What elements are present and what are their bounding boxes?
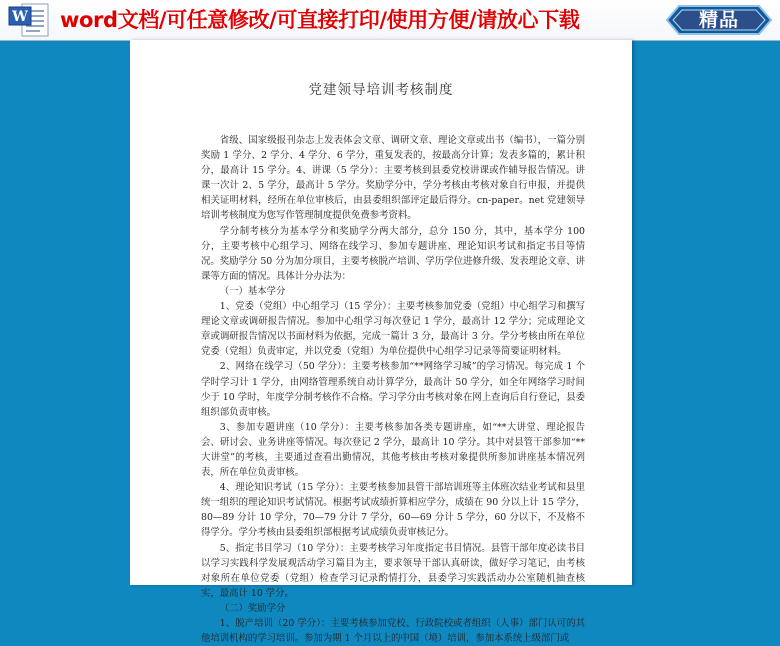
paragraph: 1、党委（党组）中心组学习（15 学分）：主要考核参加党委（党组）中心组学习和撰写理论文章或调研报告情况。参加中心组学习每次登记 1 学分，最高计 12 学分；完成理论文章或调研报告情况以书面材料为依据，完成一篇计 3 分，最高计 3 分。学分考核由所在单位党委（党组）负责审定，并以党委（党组）为单位提供中心组学习记录等简要证明材料。 — [201, 301, 585, 358]
document-page — [130, 40, 632, 645]
paragraph: 4、理论知识考试（15 学分）：主要考核参加县管干部培训班等主体班次结业考试和县里统一组织的理论知识考试情况。根据考试成绩折算相应学分，成绩在 90 分以上计 15 学分，80—89 分计 10 学分，70—79 分计 7 学分，60—69 分计 5 学分，60 分以下，不及格不得学分。学分考核由县委组织部根据考试成绩负责审核记分。 — [201, 482, 585, 539]
banner-headline: word文档/可任意修改/可直接打印/使用方便/请放心下载 — [60, 8, 580, 32]
document-title: 党建领导培训考核制度 — [308, 82, 454, 98]
paragraph: 省级、国家级报刊杂志上发表体会文章、调研文章、理论文章或出书（编书），一篇分别奖励 1 学分、2 学分、4 学分、6 学分，重复发表的，按最高分计算；发表多篇的，累计积分，最高计 15 学分。4、讲课（5 学分）：主要考核到县委党校讲课或作辅导报告情况。讲课一次计 2、5 学分，最高计 5 学分。奖励学分中，学分考核由考核对象自行申报，并提供相关证明材料，经所在单位审核后，由县委组织部评定最后得分。cn-paper。net 党建领导培训考核制度为您写作管理制度提供免费参考资料。 — [201, 135, 585, 222]
download-banner — [0, 0, 780, 41]
paragraph: 学分制考核分为基本学分和奖励学分两大部分，总分 150 分，其中，基本学分 100 分，主要考核中心组学习、网络在线学习、参加专题讲座、理论知识考试和指定书目等情况。奖励学分 50 分为加分项目，主要考核脱产培训、学历学位进修升级、发表理论文章、讲课等方面的情况。具体计分办法为： — [201, 225, 585, 282]
quality-badge-label: 精品 — [698, 9, 739, 31]
paragraph: 1、脱产培训（20 学分）：主要考核参加党校、行政院校或者组织（人事）部门认可的其他培训机构的学习培训。参加为期 1 个月以上的中国（境）培训，参加本系统上级部门或 — [201, 618, 585, 645]
paragraph: 5、指定书目学习（10 学分）：主要考核学习年度指定书目情况。县管干部年度必读书目以学习实践科学发展观活动学习篇目为主，要求领导干部认真研读，做好学习笔记，由考核对象所在单位党委（党组）检查学习记录酌情打分，县委学习实践活动办公室随机抽查核实，最高计 10 学分。 — [201, 542, 585, 599]
paragraph: 2、网络在线学习（50 学分）：主要考核参加“**网络学习城”的学习情况。每完成 1 个学时学习计 1 学分，由网络管理系统自动计算学分，最高计 50 学分，如全年网络学习时间少于 10 学时，年度学分制考核作不合格。学习学分由考核对象在网上查询后自行登记，县委组织部负责审核。 — [201, 361, 585, 418]
section-heading: （二）奖励学分 — [219, 602, 286, 614]
word-document-icon — [8, 3, 54, 37]
document-body — [201, 133, 585, 646]
svg-text:W: W — [12, 9, 28, 25]
paragraph: 3、参加专题讲座（10 学分）：主要考核参加各类专题讲座，如“**大讲堂、理论报告会、研讨会、业务讲座等情况。每次登记 2 学分，最高计 10 学分。其中对县管干部参加“**大讲堂”的考核，主要通过查看出勤情况，其他考核由考核对象提供所参加讲座基本情况列表，所在单位负责审核。 — [201, 421, 585, 479]
section-heading: （一）基本学分 — [219, 285, 286, 297]
